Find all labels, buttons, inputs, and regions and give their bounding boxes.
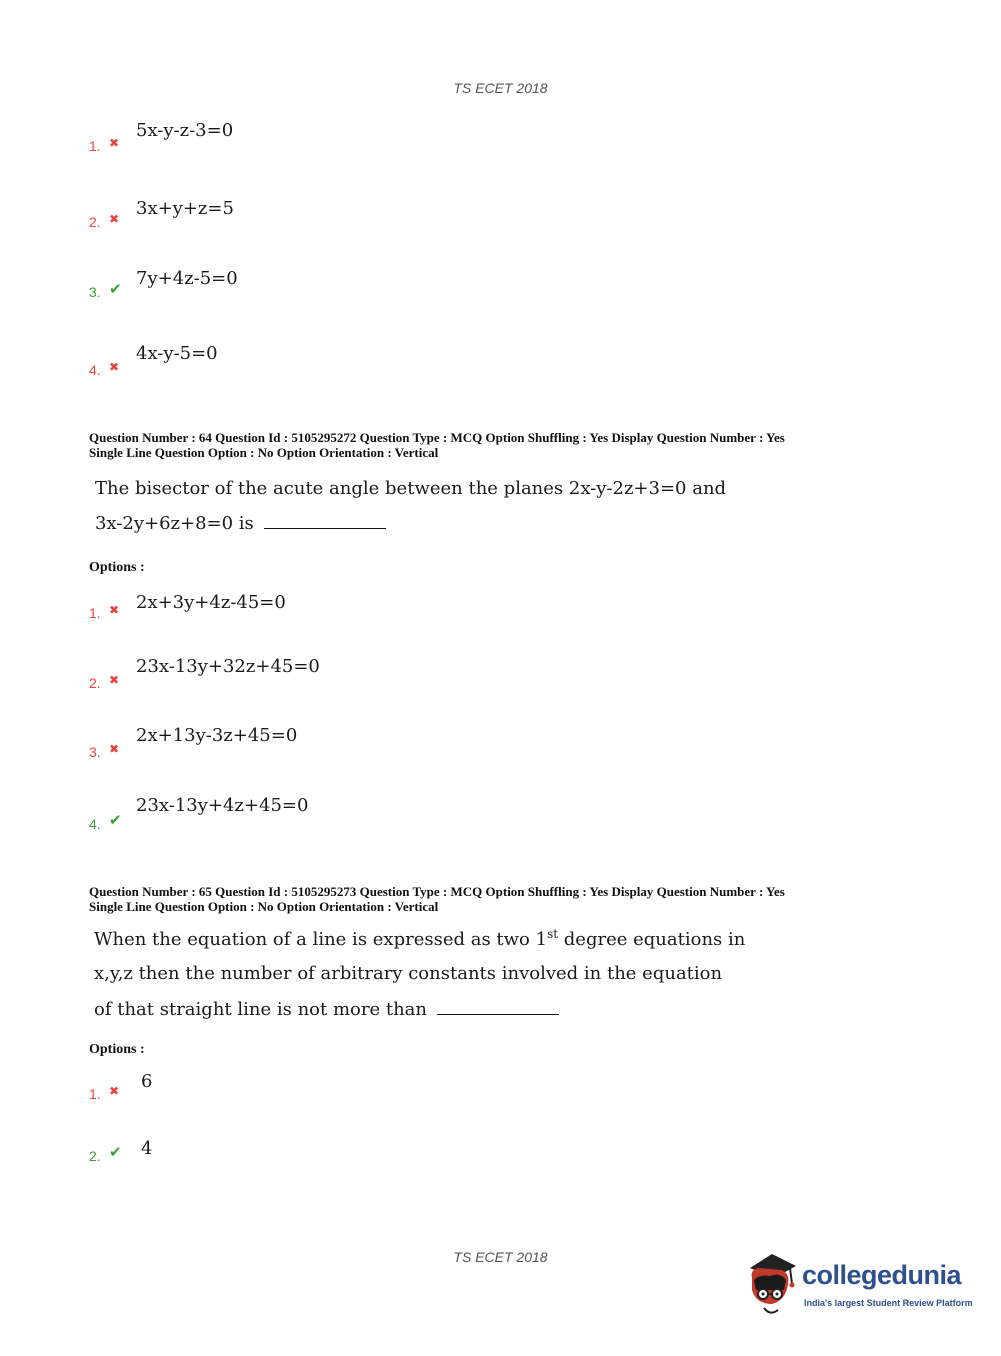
option-text: 3x+y+z=5 [136,198,234,219]
option-number: 1. [89,138,101,154]
option-text: 23x-13y+32z+45=0 [136,656,320,677]
answer-blank [437,1013,559,1015]
option-text: 23x-13y+4z+45=0 [136,795,309,816]
superscript: st [547,927,559,941]
mascot-icon [742,1250,802,1320]
option-row [89,1138,789,1178]
option-row [89,725,789,765]
cross-icon: ✖ [109,212,120,226]
cross-icon: ✖ [109,603,120,617]
option-row [89,1071,789,1111]
options-label: Options : [89,560,145,575]
option-text: 6 [141,1071,153,1092]
question-meta-line: Question Number : 65 Question Id : 5105295273 Question Type : MCQ Option Shuffling : Yes Display Question Number : Yes [89,884,785,899]
question-meta-line: Question Number : 64 Question Id : 5105295272 Question Type : MCQ Option Shuffling : Yes Display Question Number : Yes [89,430,785,445]
option-text: 7y+4z-5=0 [136,268,238,289]
cross-icon: ✖ [109,742,120,756]
question-text-line: of that straight line is not more than [94,999,427,1020]
question-text: The bisector of the acute angle between the planes 2x-y-2z+3=0 and [95,478,727,499]
option-text: 4 [141,1138,153,1159]
brand-name: collegedunia [802,1260,962,1290]
page-footer: TS ECET 2018 [453,1249,548,1265]
option-row [89,656,789,696]
option-row [89,268,789,308]
option-number: 3. [89,744,101,760]
cross-icon: ✖ [109,1084,120,1098]
cross-icon: ✖ [109,360,120,374]
question-meta [89,430,909,460]
option-number: 2. [89,675,101,691]
option-row [89,795,789,835]
option-row [89,120,789,160]
check-icon: ✔ [109,280,122,298]
options-label: Options : [89,1042,145,1057]
question-meta-line: Single Line Question Option : No Option Orientation : Vertical [89,899,439,914]
option-number: 4. [89,816,101,832]
option-text: 4x-y-5=0 [136,343,218,364]
brand-tagline: India's largest Student Review Platform [804,1298,973,1308]
option-row [89,343,789,383]
option-text: 2x+13y-3z+45=0 [136,725,298,746]
option-number: 3. [89,284,101,300]
option-row [89,198,789,238]
question-text-part: degree equations in [558,929,746,950]
question-text [94,999,814,1020]
question-text [95,513,815,534]
question-text-part: When the equation of a line is expressed as two 1 [94,929,548,950]
option-text: 5x-y-z-3=0 [136,120,234,141]
page-header: TS ECET 2018 [453,80,548,96]
question-meta [89,884,909,914]
option-number: 2. [89,1148,101,1164]
question-text: x,y,z then the number of arbitrary constants involved in the equation [94,963,723,984]
question-meta-line: Single Line Question Option : No Option Orientation : Vertical [89,445,439,460]
brand-logo [742,1250,972,1320]
question-text [94,927,814,950]
cross-icon: ✖ [109,673,120,687]
option-number: 1. [89,1086,101,1102]
cross-icon: ✖ [109,136,120,150]
check-icon: ✔ [109,1143,122,1161]
option-row [89,592,789,632]
answer-blank [264,527,386,529]
option-number: 2. [89,214,101,230]
option-number: 1. [89,605,101,621]
check-icon: ✔ [109,811,122,829]
option-text: 2x+3y+4z-45=0 [136,592,286,613]
option-number: 4. [89,362,101,378]
question-text-line: 3x-2y+6z+8=0 is [95,513,254,534]
